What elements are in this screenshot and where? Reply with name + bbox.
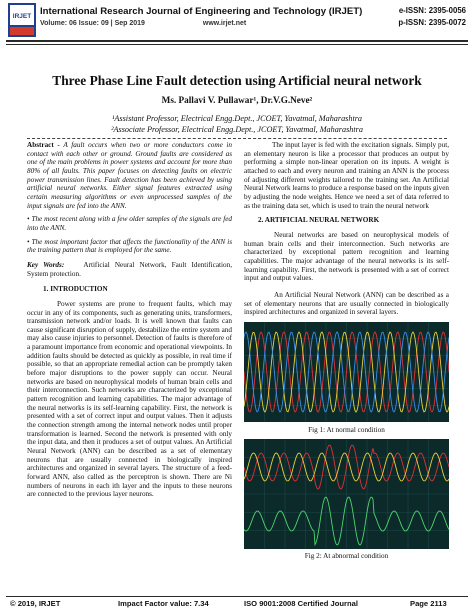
ann-paragraph-1: Neural networks are based on neurophysical models of human brain cells and their interconnection. Such networks are characterized by exceptional pattern recognition and learning capabilities. The major advantage of the neural networks is its self-learning capability. First, the network is presented with a set of correct input and output values.: [244, 230, 449, 283]
header-divider-thin: [6, 44, 468, 45]
footer-page-number: Page 2113: [410, 599, 447, 608]
keywords-label: Key Words:: [27, 260, 65, 269]
title-separator: [27, 138, 447, 139]
figure-1-caption: Fig 1: At normal condition: [308, 425, 385, 434]
abstract-label: Abstract -: [27, 141, 60, 149]
figure-abnormal-condition: [244, 439, 449, 549]
journal-header: [0, 0, 474, 40]
journal-logo: [8, 3, 36, 37]
volume-issue: Volume: 06 Issue: 09 | Sep 2019: [40, 20, 145, 27]
abstract-text: A fault occurs when two or more conductors come in contact with each other or ground. Ground faults are considered as one of the main problems in power systems and account for more than 80% of all faults. This paper focuses on detecting faults on electric power transmission lines. Fault detection has been achieved by using artificial neural networks. Either signal features extracted using certain measuring algorithms or even unprocessed samples of the input signals are fed into the ANN.: [27, 141, 233, 210]
introduction-text: Power systems are prone to frequent faults, which may occur in any of its components, such as generating units, transformers, transmission network and/or loads. It is well known that faults can cause significant disruption of supply, destabilize the entire system and may also cause injuries to personnel. Detection of faults is therefore of a paramount importance from economic and operational viewpoints. In addition faults should be detected as quickly as possible, in real time if possible, so that an appropriate remedial action can be promptly taken before major disruptions to the power supply can occur. Neural networks are based on neurophysical models of human brain cells and their interconnection. Such networks are characterized by exceptional pattern recognition and learning capabilities. The major advantage of the neural networks is its self-learning capability. First, the network is presented with a set of correct input and output values. Then it adjusts the connection strength among the internal network nodes until proper transformation is learned. Second the network is presented with only the input data, and then it produces a set of output values. An Artificial Neural Network (ANN) can be described as a set of elementary neurons that are usually connected in biologically inspired architectures and organized in several layers. The structure of a feed-forward ANN, also called as the perceptron is shown. There are Ni numbers of neurons in each ith layer and the inputs to these neurons are connected to the previous layer neurons.: [27, 299, 232, 499]
keywords-text: Artificial Neural Network, Fault Identification, System protection.: [27, 260, 233, 278]
abstract-bullet-2: • The most important factor that affects the functionality of the ANN is the training pattern that is employed for the same.: [27, 237, 232, 255]
right-column: [244, 141, 449, 561]
figure-2-caption: Fig 2: At abnormal condition: [304, 552, 389, 561]
footer-divider: [6, 596, 468, 597]
journal-title: International Research Journal of Engineering and Technology (IRJET): [40, 6, 363, 17]
figure-normal-condition: [244, 322, 449, 422]
footer-copyright: © 2019, IRJET: [10, 599, 61, 608]
e-issn: e-ISSN: 2395-0056: [398, 6, 466, 15]
footer-iso: ISO 9001:2008 Certified Journal: [244, 599, 358, 608]
abstract-paragraph: [27, 141, 232, 210]
abstract-bullet-1: • The most recent along with a few older samples of the signals are fed into the ANN.: [27, 215, 232, 232]
input-layer-paragraph: The input layer is fed with the excitation signals. Simply put, an elementary neuron is like a processor that produces an output by performing a simple non-linear operation on its inputs. A weight is attached to each and every neuron and training an ANN is the process of adjusting different weights tailored to the training set. An Artificial Neural Network learns to produce a response based on the inputs given by adjusting the node weights. Hence we need a set of data referred to as the training data set, which is used to train the neural network: [244, 141, 449, 210]
introduction-heading: 1. INTRODUCTION: [43, 285, 108, 294]
header-divider: [6, 40, 468, 42]
affiliation-1: ¹Assistant Professor, Electrical Engg.Dept., JCOET, Yavatmal, Maharashtra: [111, 114, 363, 123]
paper-authors: Ms. Pallavi V. Pullawar¹, Dr.V.G.Neve²: [161, 95, 313, 105]
footer-impact-factor: Impact Factor value: 7.34: [118, 599, 209, 608]
ann-heading: 2. ARTIFICIAL NEURAL NETWORK: [258, 216, 380, 225]
journal-website[interactable]: www.irjet.net: [202, 20, 247, 27]
paper-title: Three Phase Line Fault detection using Artificial neural network: [52, 73, 422, 88]
keywords-paragraph: [27, 261, 232, 278]
left-column: [27, 141, 232, 499]
ann-paragraph-2: An Artificial Neural Network (ANN) can be described as a set of elementary neurons that are usually connected in biologically inspired architectures and organized in several layers.: [244, 290, 449, 317]
journal-volume-issue: [40, 20, 246, 27]
svg-text:IRJET: IRJET: [12, 13, 32, 20]
affiliation-2: ²Associate Professor, Electrical Engg.Dept., JCOET, Yavatmal, Maharashtra: [111, 125, 363, 134]
waveform-plot-abnormal: [244, 439, 449, 549]
waveform-plot-normal: [244, 322, 449, 422]
p-issn: p-ISSN: 2395-0072: [398, 18, 466, 27]
